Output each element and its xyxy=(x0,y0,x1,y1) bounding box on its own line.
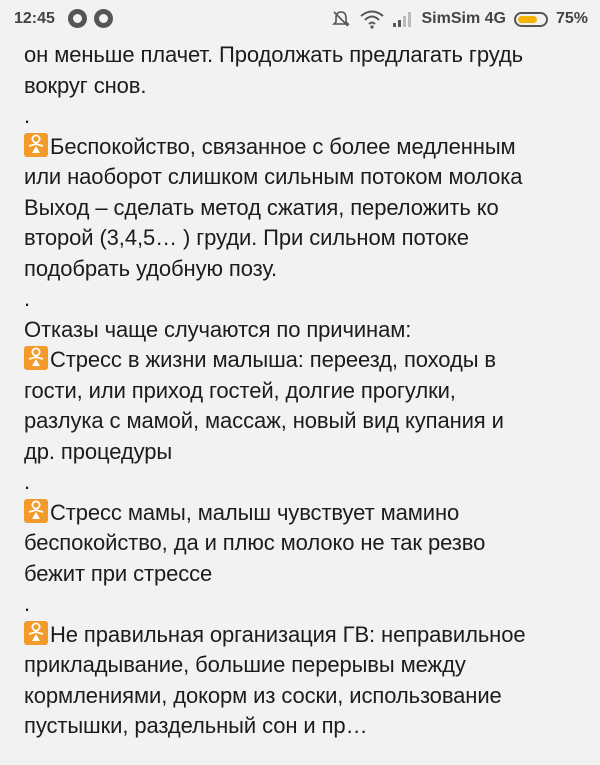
post-line xyxy=(24,650,584,681)
status-bar xyxy=(0,0,600,40)
post-body xyxy=(24,40,584,742)
post-line xyxy=(24,620,584,651)
post-line-text: вокруг снов. xyxy=(24,72,147,98)
status-right-group xyxy=(331,9,588,29)
post-line-text: разлука с мамой, массаж, новый вид купания и xyxy=(24,408,504,433)
post-line xyxy=(24,528,584,559)
battery-icon xyxy=(514,12,548,27)
baby-emoji-icon xyxy=(24,346,48,370)
post-line xyxy=(24,467,584,498)
post-line-text: . xyxy=(24,286,31,311)
post-line xyxy=(24,132,584,163)
baby-emoji-icon xyxy=(24,499,48,523)
post-line-text: . xyxy=(24,103,31,128)
post-line-text: Стресс мамы, малыш чувствует мамино xyxy=(50,499,460,525)
post-line xyxy=(24,345,584,376)
post-line-text: кормлениями, докорм из соски, использование xyxy=(24,682,502,708)
post-line xyxy=(24,71,584,102)
post-line xyxy=(24,40,584,71)
signal-icon xyxy=(391,10,415,28)
post-line-text: гости, или приход гостей, долгие прогулки, xyxy=(24,377,456,403)
wifi-icon xyxy=(359,9,385,29)
post-line xyxy=(24,498,584,529)
post-line-text: беспокойство, да и плюс молоко не так резво xyxy=(24,530,486,555)
baby-emoji-icon xyxy=(24,621,48,645)
post-line-text: подобрать удобную позу. xyxy=(24,255,278,281)
status-time: 12:45 xyxy=(14,10,55,27)
post-line-text: Отказы чаще случаются по причинам: xyxy=(24,316,412,342)
post-line xyxy=(24,559,584,590)
post-line xyxy=(24,162,584,193)
post-line-text: прикладывание, большие перерывы между xyxy=(24,652,466,677)
post-line-text: Выход – сделать метод сжатия, переложить ко xyxy=(24,194,499,220)
whatsapp-icon xyxy=(94,9,113,28)
post-line-text: . xyxy=(24,591,31,616)
post-line xyxy=(24,711,584,742)
post-line-text: др. процедуры xyxy=(24,438,173,464)
carrier-name: SimSim 4G xyxy=(421,10,506,27)
mute-icon xyxy=(331,9,351,29)
post-line xyxy=(24,315,584,346)
baby-emoji-icon xyxy=(24,133,48,157)
post-line xyxy=(24,101,584,132)
post-line-text: Не правильная организация ГВ: неправильное xyxy=(50,621,526,647)
post-line-text: Беспокойство, связанное с более медленным xyxy=(50,133,516,159)
post-line-text: второй (3,4,5… ) груди. При сильном потоке xyxy=(24,225,469,250)
post-line xyxy=(24,681,584,712)
whatsapp-icon xyxy=(68,9,87,28)
post-line-text: . xyxy=(24,469,31,494)
post-line xyxy=(24,193,584,224)
post-line xyxy=(24,406,584,437)
post-line xyxy=(24,223,584,254)
post-line-text: Стресс в жизни малыша: переезд, походы в xyxy=(50,347,497,372)
post-line-text: бежит при стрессе xyxy=(24,560,213,586)
post-line-text: или наоборот слишком сильным потоком молока xyxy=(24,164,523,189)
post-line xyxy=(24,376,584,407)
post-line xyxy=(24,284,584,315)
post-line-text: пустышки, раздельный сон и пр… xyxy=(24,713,368,738)
post-line xyxy=(24,254,584,285)
post-line xyxy=(24,589,584,620)
battery-percent: 75% xyxy=(555,10,588,27)
post-line-text: он меньше плачет. Продолжать предлагать грудь xyxy=(24,42,523,67)
battery-level xyxy=(518,16,538,23)
post-line xyxy=(24,437,584,468)
